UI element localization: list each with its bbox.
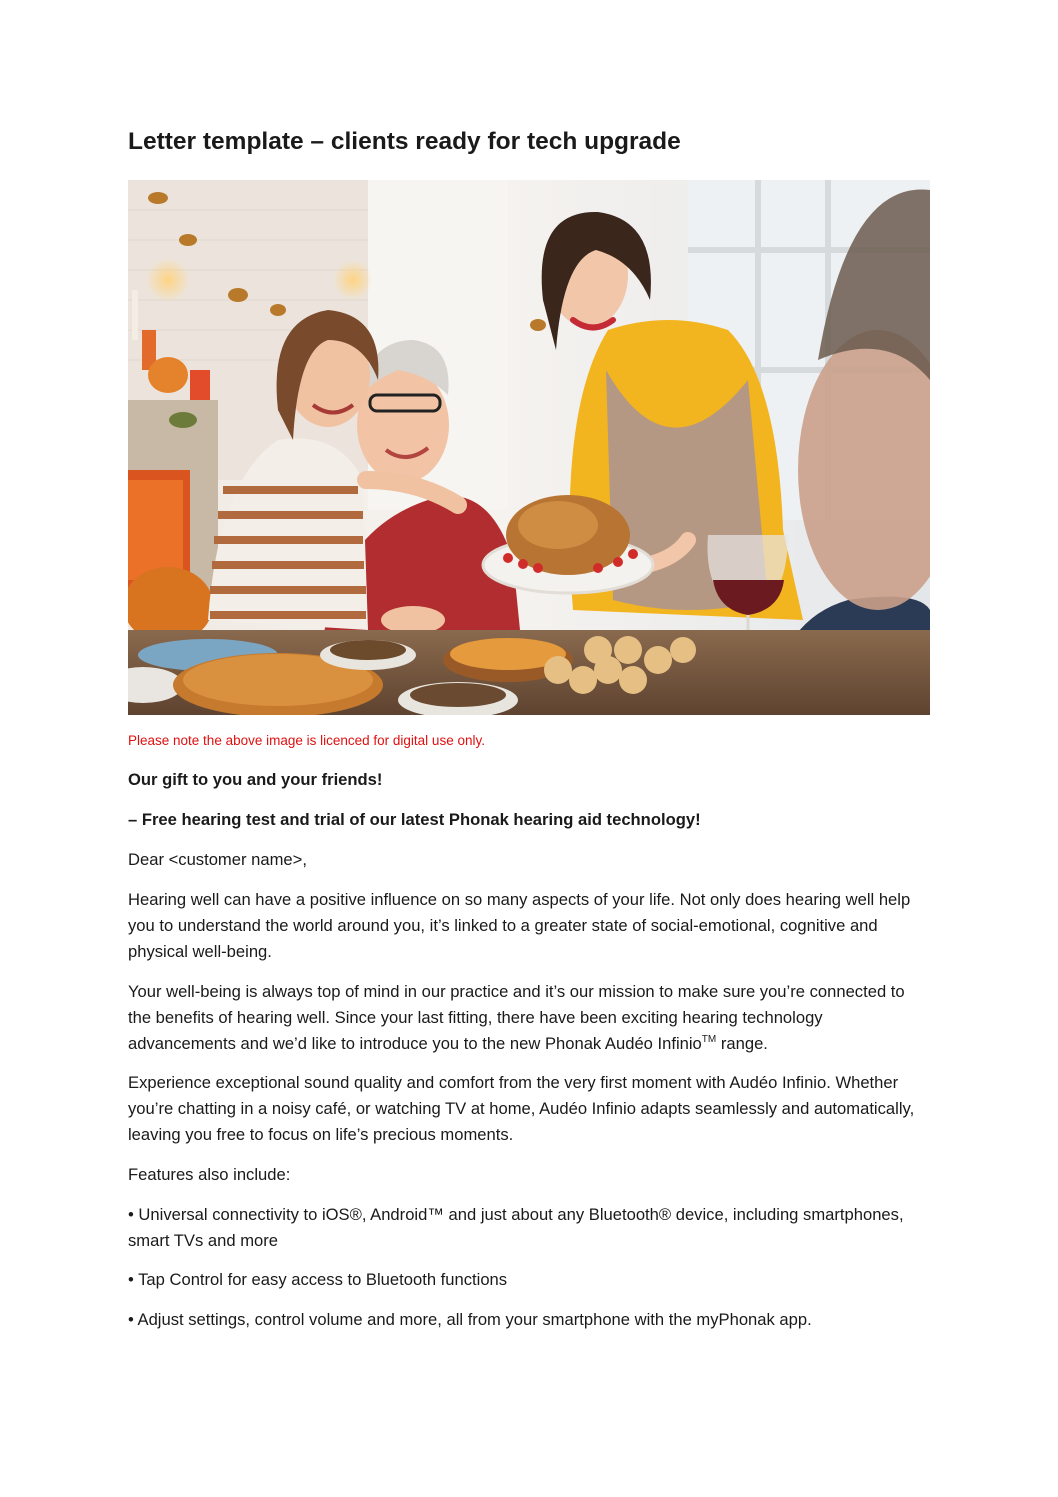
salutation: Dear <customer name>, — [128, 850, 307, 869]
family-dinner-photo — [128, 180, 930, 715]
paragraph-technology-end: range. — [716, 1034, 768, 1053]
headline: Our gift to you and your friends! — [128, 770, 383, 789]
features-intro: Features also include: — [128, 1165, 291, 1184]
page-title: Letter template – clients ready for tech upgrade — [128, 128, 681, 155]
feature-item-connectivity: • Universal connectivity to iOS®, Android™ and just about any Bluetooth® device, including smartphones, smart TVs and more — [128, 1205, 904, 1250]
paragraph-wellbeing: Hearing well can have a positive influence on so many aspects of your life. Not only does hearing well help you to understand the world around you, it’s linked to a greater state of social-emotional, cognitive and physical well-being. — [128, 890, 911, 961]
subheadline: – Free hearing test and trial of our latest Phonak hearing aid technology! — [128, 810, 701, 829]
feature-item-myphonak-app: • Adjust settings, control volume and more, all from your smartphone with the myPhonak app. — [128, 1310, 812, 1329]
feature-item-tap-control: • Tap Control for easy access to Bluetooth functions — [128, 1270, 508, 1289]
image-licence-note: Please note the above image is licenced for digital use only. — [128, 733, 485, 748]
paragraph-experience: Experience exceptional sound quality and comfort from the very first moment with Audéo Infinio. Whether you’re chatting in a noisy café, or watching TV at home, Audéo Infinio adapts seamlessly and automatically, leaving you free to focus on life’s precious moments. — [128, 1073, 915, 1144]
trademark-superscript: TM — [701, 1034, 717, 1045]
paragraph-technology-main: Your well-being is always top of mind in our practice and it’s our mission to make sure you’re connected to the benefits of hearing well. Since your last fitting, there have been exciting hearing technology advancements and we’d like to introduce you to the new Phonak Audéo Infinio — [128, 982, 905, 1053]
paragraph-technology — [128, 979, 930, 1057]
